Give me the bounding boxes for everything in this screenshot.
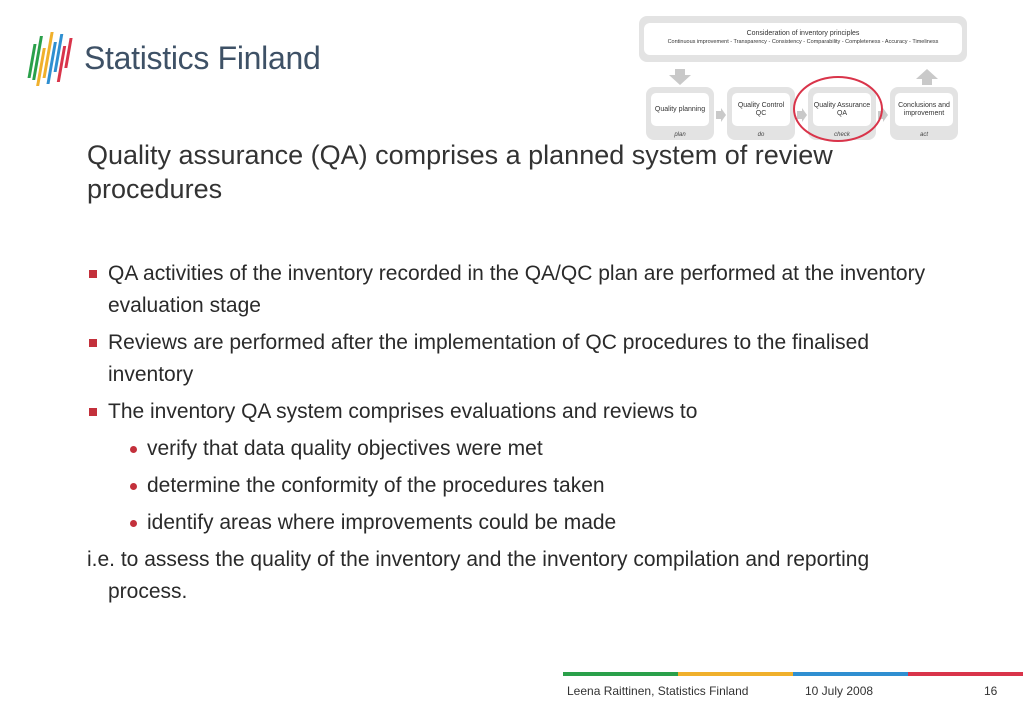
inventory-principles-content	[644, 23, 962, 55]
square-bullet-icon	[89, 339, 97, 347]
step-label: Quality planning	[654, 105, 706, 113]
step-label: Quality Control QC	[737, 101, 785, 117]
bullet-item	[87, 327, 947, 391]
bullet-item	[87, 396, 947, 428]
qa-qc-process-diagram	[636, 14, 970, 144]
bullet-item	[87, 258, 947, 322]
sub-bullet-item	[87, 470, 947, 501]
footer-color-bar	[563, 672, 1023, 676]
footer-date: 10 July 2008	[805, 684, 874, 698]
step-quality-planning	[646, 87, 714, 140]
inventory-principles-box	[639, 16, 967, 62]
arrow-down-icon	[669, 69, 691, 85]
step-tag: plan	[674, 132, 686, 138]
inventory-principles-title: Consideration of inventory principles	[746, 30, 860, 37]
arrow-up-icon	[916, 69, 938, 85]
step-conclusions-improvement	[890, 87, 958, 140]
logo-wordmark: Statistics Finland	[84, 40, 321, 76]
chevron-right-icon	[716, 108, 726, 122]
step-label: Quality Assurance QA	[813, 101, 871, 117]
page-number: 16	[984, 684, 998, 698]
sub-bullet-text: identify areas where improvements could be made	[147, 511, 617, 534]
logo-bars-icon	[26, 30, 78, 90]
bullet-list	[87, 258, 947, 608]
sub-bullet-text: determine the conformity of the procedures taken	[147, 474, 605, 497]
step-tag: do	[757, 132, 765, 138]
bullet-text: QA activities of the inventory recorded in the QA/QC plan are performed at the inventory evaluation stage	[108, 262, 926, 317]
footer-bar-red	[908, 672, 1023, 676]
step-label: Conclusions and improvement	[898, 101, 950, 117]
inventory-principles-list: Continuous improvement - Transparency - Consistency - Comparability - Completeness - Accuracy - Timeliness	[667, 39, 939, 45]
footer-bar-yellow	[678, 672, 793, 676]
footer-bar-blue	[793, 672, 908, 676]
footer-bar-green	[563, 672, 678, 676]
sub-bullet-item	[87, 507, 947, 538]
slide-title: Quality assurance (QA) comprises a planned system of review procedures	[87, 140, 833, 204]
step-tag: check	[834, 132, 850, 138]
square-bullet-icon	[89, 270, 97, 278]
sub-bullet-text: verify that data quality objectives were met	[147, 437, 543, 460]
square-bullet-icon	[89, 408, 97, 416]
dot-bullet-icon	[130, 446, 137, 453]
step-quality-control	[727, 87, 795, 140]
qa-highlight-circle	[793, 76, 883, 142]
dot-bullet-icon	[130, 520, 137, 527]
footer-author: Leena Raittinen, Statistics Finland	[567, 684, 749, 698]
bullet-text: Reviews are performed after the implementation of QC procedures to the finalised inventory	[108, 331, 870, 386]
bullet-text: The inventory QA system comprises evaluations and reviews to	[108, 400, 698, 423]
sub-bullet-item	[87, 433, 947, 464]
dot-bullet-icon	[130, 483, 137, 490]
statistics-finland-logo	[26, 30, 356, 90]
closing-text: i.e. to assess the quality of the inventory and the inventory compilation and reporting process.	[87, 548, 870, 603]
step-tag: act	[919, 132, 928, 138]
